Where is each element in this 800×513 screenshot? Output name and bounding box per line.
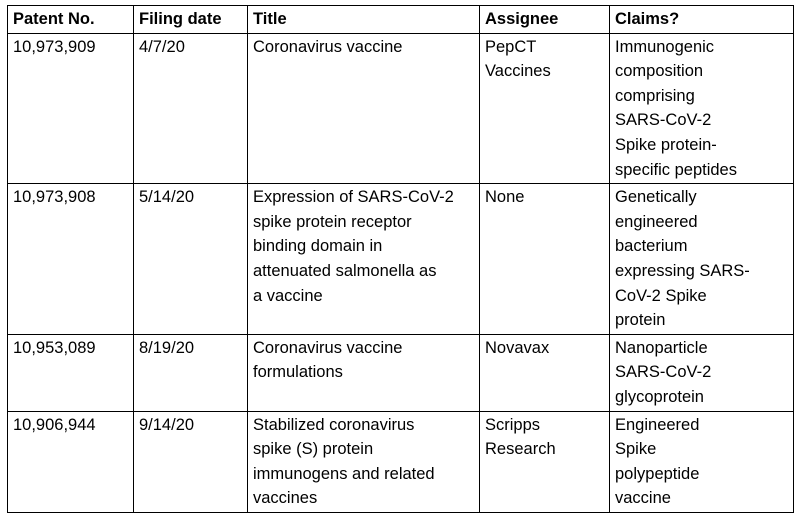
cell-patent-no — [8, 411, 134, 512]
cell-assignee — [480, 411, 610, 512]
cell-claims — [610, 33, 794, 184]
cell-title — [248, 33, 480, 184]
cell-filing-date — [134, 33, 248, 184]
cell-assignee — [480, 33, 610, 184]
cell-text: None — [485, 188, 525, 207]
cell-text: Nanoparticle SARS-CoV-2 glycoprotein — [615, 338, 712, 406]
cell-text: 10,953,089 — [13, 338, 96, 357]
patent-table — [7, 5, 794, 513]
cell-patent-no — [8, 184, 134, 335]
cell-claims — [610, 184, 794, 335]
cell-claims — [610, 334, 794, 411]
header-assignee: Assignee — [480, 6, 610, 34]
cell-assignee — [480, 184, 610, 335]
cell-assignee — [480, 334, 610, 411]
cell-text: Stabilized coronavirus spike (S) protein immunogens and related vaccines — [253, 415, 435, 508]
cell-patent-no — [8, 33, 134, 184]
cell-claims — [610, 411, 794, 512]
cell-filing-date — [134, 184, 248, 335]
cell-text: 10,906,944 — [13, 415, 96, 434]
cell-title — [248, 184, 480, 335]
header-filing-date: Filing date — [134, 6, 248, 34]
table-row — [8, 411, 794, 512]
cell-text: 8/19/20 — [139, 338, 195, 357]
cell-patent-no — [8, 334, 134, 411]
cell-text: 5/14/20 — [139, 188, 195, 207]
cell-title — [248, 411, 480, 512]
header-title: Title — [248, 6, 480, 34]
cell-text: 9/14/20 — [139, 415, 195, 434]
header-claims: Claims? — [610, 6, 794, 34]
cell-text: Coronavirus vaccine formulations — [253, 338, 403, 382]
cell-text: 4/7/20 — [139, 37, 185, 56]
cell-text: Scripps Research — [485, 415, 556, 459]
cell-text: Expression of SARS-CoV-2 spike protein receptor binding domain in attenuated salmonella as a vaccine — [253, 188, 454, 305]
cell-filing-date — [134, 334, 248, 411]
cell-title — [248, 334, 480, 411]
cell-filing-date — [134, 411, 248, 512]
cell-text: PepCT Vaccines — [485, 37, 551, 81]
cell-text: 10,973,909 — [13, 37, 96, 56]
cell-text: Engineered Spike polypeptide vaccine — [615, 415, 700, 508]
cell-text: 10,973,908 — [13, 188, 96, 207]
table-row — [8, 334, 794, 411]
cell-text: Immunogenic composition comprising SARS-CoV-2 Spike protein- specific peptides — [615, 37, 737, 179]
header-row — [8, 6, 794, 34]
cell-text: Novavax — [485, 338, 550, 357]
header-patent-no: Patent No. — [8, 6, 134, 34]
cell-text: Genetically engineered bacterium expressing SARS- CoV-2 Spike protein — [615, 188, 750, 330]
table-row — [8, 184, 794, 335]
table-row — [8, 33, 794, 184]
cell-text: Coronavirus vaccine — [253, 37, 403, 56]
